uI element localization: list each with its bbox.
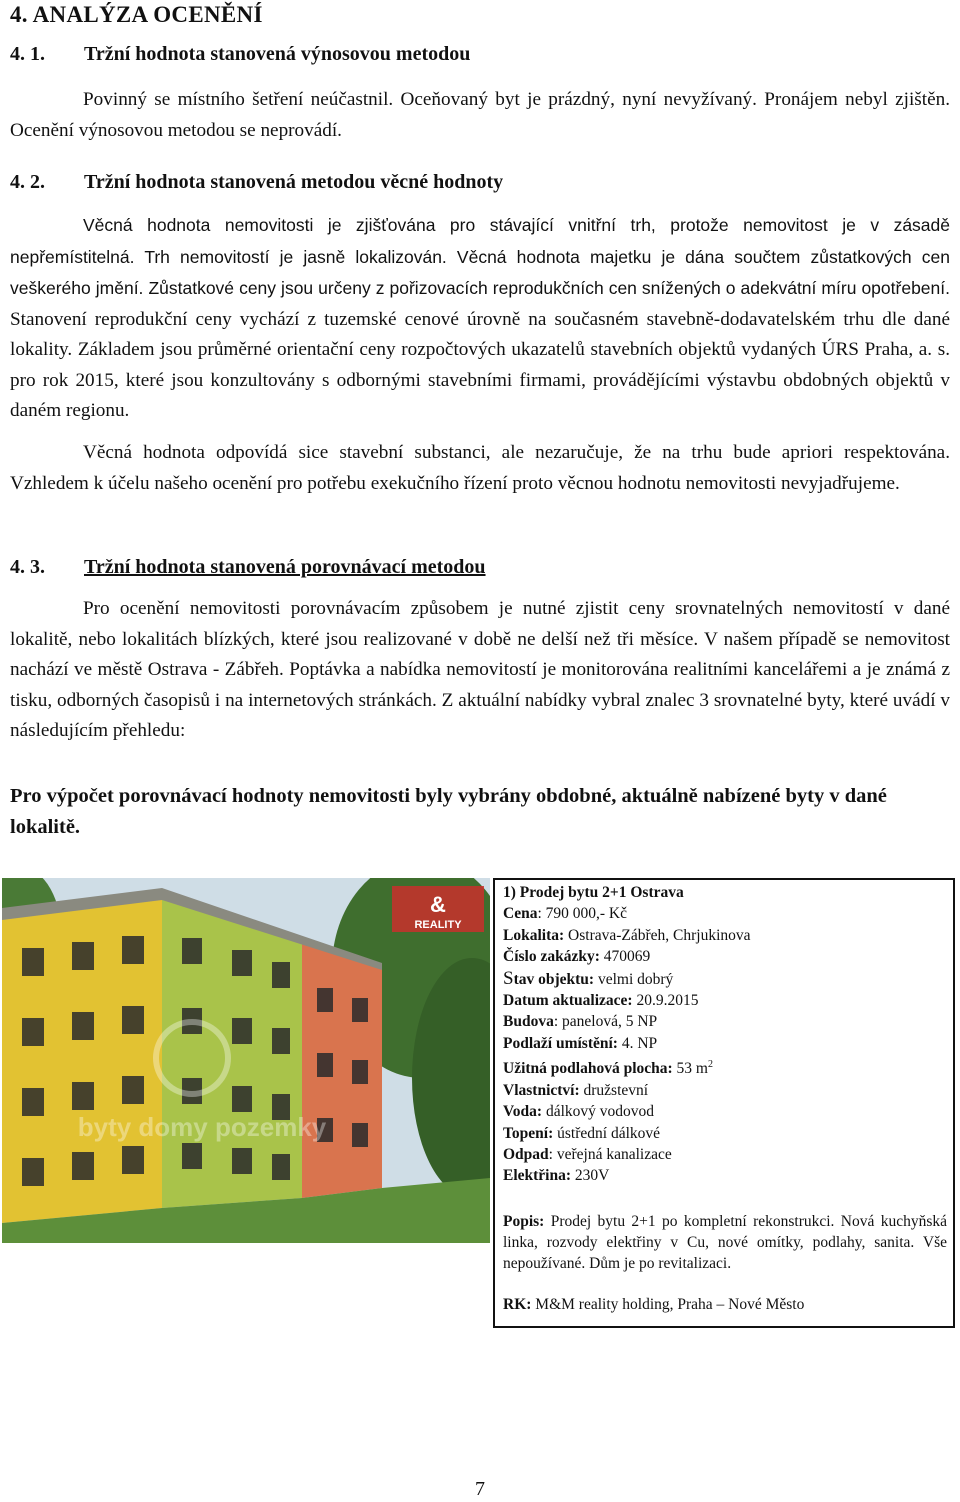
listing-row-value: Ostrava-Zábřeh, Chrjukinova xyxy=(568,926,751,944)
listing-row-value: panelová, 5 NP xyxy=(562,1013,658,1031)
watermark-portal: byty domy pozemky xyxy=(77,1112,327,1142)
listing-row: Budova: panelová, 5 NP xyxy=(503,1013,658,1031)
section-number: 4. 3. xyxy=(10,556,45,578)
section-4-2-paragraph-2: Věcná hodnota odpovídá sice stavební substanci, ale nezaručuje, že na trhu bude apriori respektována. Vzhledem k účelu našeho ocenění pro potřebu exekučního řízení proto věcnou hodnotu nemovitosti nevyjadřujeme. xyxy=(10,442,950,494)
listing-row xyxy=(503,1101,751,1122)
listing-row xyxy=(503,1123,751,1144)
listing-row-value: 790 000,- Kč xyxy=(545,905,628,923)
listing-row xyxy=(503,1033,751,1054)
listing-row-value: veřejná kanalizace xyxy=(556,1146,672,1164)
listing-row xyxy=(503,990,751,1011)
listing-row xyxy=(503,1080,751,1101)
listing-row-label: Topení: xyxy=(503,1124,554,1142)
listing-row xyxy=(503,1165,751,1186)
section-number: 4. 1. xyxy=(10,43,45,65)
paragraph-sans-part: Věcná hodnota nemovitosti je zjišťována pro stávající vnitřní trh, protože nemovitost je v zásadě nepřemístitelná. Trh nemovitostí je jasně lokalizován. Věcná hodnota majetku je dána součtem zůstatkových cen veškerého jmění. Zůstatkové ceny jsou určeny z pořizovacích reprodukčních cen snížených o adekvátní míru opotřebení. xyxy=(10,215,950,298)
listing-row-label: Užitná podlahová plocha: xyxy=(503,1060,673,1078)
listing-row-label: Datum aktualizace: xyxy=(503,992,633,1010)
description-label: Popis: xyxy=(503,1213,545,1230)
listing-rows xyxy=(503,903,751,1186)
section-4-2-heading xyxy=(10,171,503,194)
listing-row-value: velmi dobrý xyxy=(597,970,674,988)
listing-row-label: Podlaží umístění: xyxy=(503,1034,618,1052)
description-text: Prodej bytu 2+1 po kompletní rekonstrukci. Nová kuchyňská linka, rozvody elektřiny v Cu, nové omítky, podlahy, sanita. Vše nepoužívané. Dům je po revitalizaci. xyxy=(503,1213,948,1272)
listing-row-value: 20.9.2015 xyxy=(636,992,699,1010)
listing-row-label: Vlastnictví: xyxy=(503,1081,580,1099)
listing-row-value: 53 m xyxy=(676,1060,708,1078)
listing-row-value: 470069 xyxy=(603,948,651,966)
listing-row: Užitná podlahová plocha: 53 $m^2$ xyxy=(503,1059,713,1078)
listing-title: 1) Prodej bytu 2+1 Ostrava xyxy=(503,884,684,901)
section-4-3-text: Pro ocenění nemovitosti porovnávacím způsobem je nutné zjistit ceny srovnatelných nemovitostí v dané lokalitě, nebo lokalitách blízkých, které jsou realizované v době ne delší než tři měsíce. V našem případě se nemovitost nachází ve městě Ostrava - Zábřeh. Poptávka a nabídka nemovitostí je monitorována realitními kancelářemi a je známá z tisku, odborných časopisů i na internetových stránkách. Z aktuální nabídky vybral znalec 3 srovnatelné byty, které uvádí v následujícím přehledu: xyxy=(10,598,950,741)
listing-row xyxy=(503,946,751,967)
listing-row-label: Elektřina: xyxy=(503,1167,572,1185)
listing-row-label: Lokalita: xyxy=(503,926,565,944)
section-title: Tržní hodnota stanovená porovnávací metodou xyxy=(84,556,486,578)
listing-row xyxy=(503,925,751,946)
listing-details xyxy=(503,880,751,1187)
listing-row-label: Cena xyxy=(503,905,538,923)
listing-row-value: družstevní xyxy=(583,1081,649,1099)
agency-name: M&M reality holding, Praha – Nové Město xyxy=(535,1296,805,1313)
listing-row-value: 230V xyxy=(574,1167,610,1185)
listing-row-label: Stav objektu: xyxy=(503,967,595,989)
section-title: Tržní hodnota stanovená metodou věcné hodnoty xyxy=(84,171,504,193)
listing-infobox xyxy=(493,878,955,1328)
listing-row-value: ústřední dálkové xyxy=(557,1124,661,1142)
selection-lead: Pro výpočet porovnávací hodnoty nemovitosti byly vybrány obdobné, aktuálně nabízené byty v dané lokalitě. xyxy=(10,785,887,838)
listing-row-label: Číslo zakázky: xyxy=(503,948,600,966)
section-title: Tržní hodnota stanovená výnosovou metodou xyxy=(84,43,471,65)
listing-row: Cena: 790 000,- Kč xyxy=(503,905,628,923)
agency-label: RK: xyxy=(503,1296,532,1313)
page-number: 7 xyxy=(475,1478,485,1500)
listing-row-value: 4. NP xyxy=(621,1034,658,1052)
listing-row: Odpad: veřejná kanalizace xyxy=(503,1146,672,1164)
listing-row-label: Odpad xyxy=(503,1146,549,1164)
chapter-heading: 4. ANALÝZA OCENĚNÍ xyxy=(10,2,263,27)
section-4-1-text: Povinný se místního šetření neúčastnil. Oceňovaný byt je prázdný, nyní nevyžívaný. Pronájem nebyl zjištěn. Ocenění výnosovou metodou se neprovádí. xyxy=(10,89,950,141)
listing-agency xyxy=(503,1296,804,1314)
section-number: 4. 2. xyxy=(10,171,45,193)
listing-row-label: Budova xyxy=(503,1013,554,1031)
listing-row-label: Voda: xyxy=(503,1103,543,1121)
section-4-1-heading xyxy=(10,43,470,66)
listing-row xyxy=(503,968,751,990)
paragraph-serif-part: Stanovení reprodukční ceny vychází z tuzemské cenové úrovně na současném stavebně-dodavatelském trhu dle dané lokality. Základem jsou průměrné orientační ceny rozpočtových ukazatelů stavebních objektů vydaných ÚRS Praha, a. s. pro rok 2015, které jsou konzultovány s odbornými stavebními firmami, provádějícími výstavbu obdobných objektů v daném regionu. xyxy=(10,308,950,421)
watermark-reality: REALITY xyxy=(414,919,462,931)
listing-description xyxy=(503,1211,947,1274)
section-4-2-paragraph-1 xyxy=(10,210,950,427)
watermark-ampersand: & xyxy=(430,892,446,917)
apartment-building-photo xyxy=(2,878,490,1243)
section-4-3-heading xyxy=(10,556,486,579)
listing-row-value: dálkový vodovod xyxy=(545,1103,654,1121)
